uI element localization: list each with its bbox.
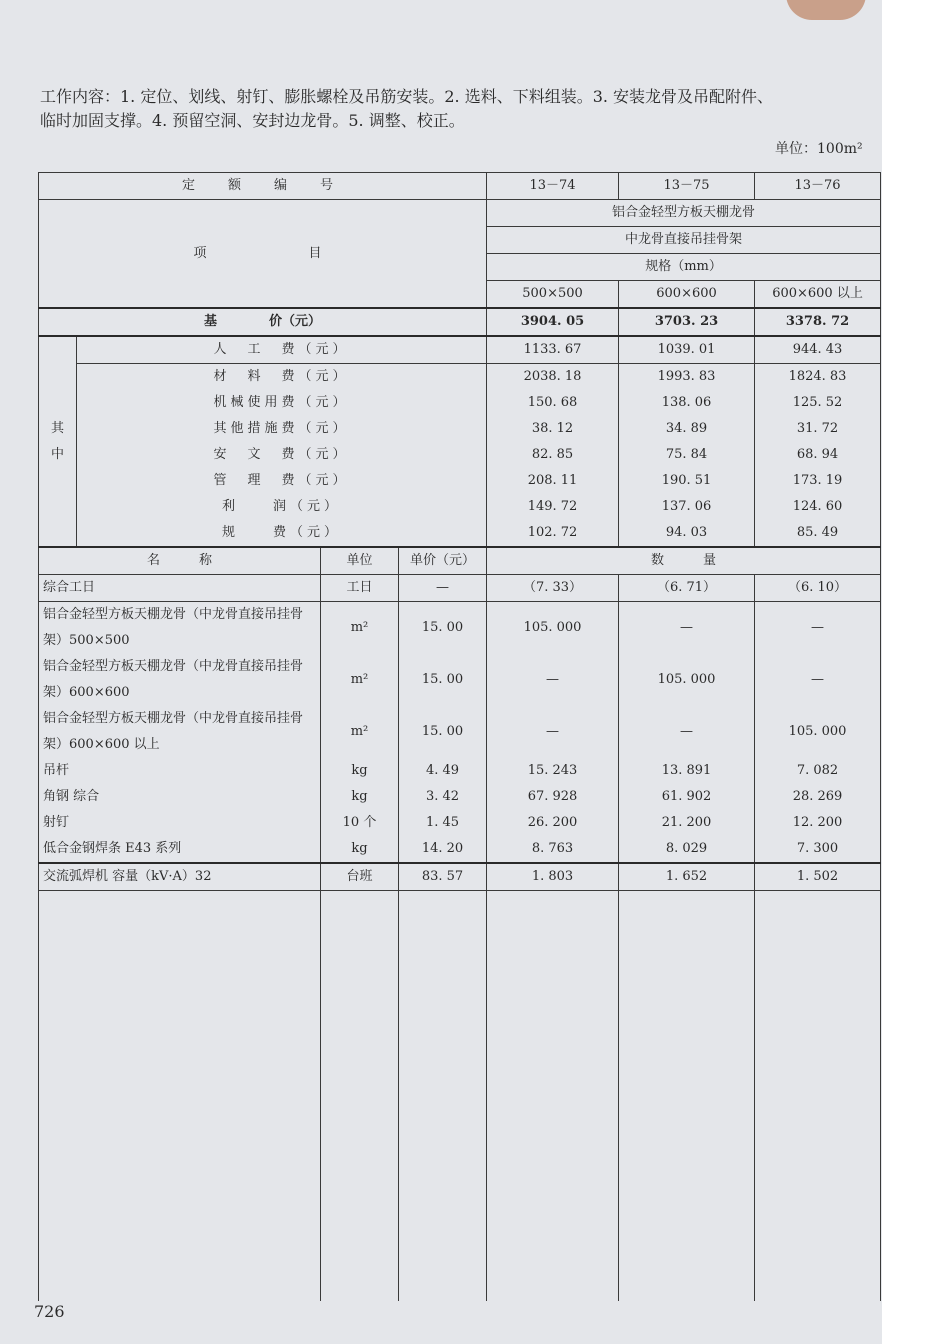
component-value: 38. 12	[487, 416, 619, 442]
resource-name: 角钢 综合	[39, 784, 321, 810]
resource-quantity: —	[755, 602, 881, 655]
resource-price: 83. 57	[399, 863, 487, 891]
component-row	[39, 520, 881, 547]
resource-quantity: —	[487, 654, 619, 706]
resource-quantity: 21. 200	[619, 810, 755, 836]
component-value: 2038. 18	[487, 364, 619, 391]
component-row	[39, 494, 881, 520]
component-value: 102. 72	[487, 520, 619, 547]
item-label: 项 目	[39, 200, 487, 309]
component-value: 190. 51	[619, 468, 755, 494]
resource-quantity: 8. 029	[619, 836, 755, 863]
resource-quantity: 8. 763	[487, 836, 619, 863]
resource-unit: kg	[321, 784, 399, 810]
resource-quantity: 26. 200	[487, 810, 619, 836]
resource-price: 15. 00	[399, 654, 487, 706]
resource-quantity: （7. 33）	[487, 575, 619, 602]
component-value: 149. 72	[487, 494, 619, 520]
component-label: 安 文 费（元）	[77, 442, 487, 468]
base-price-label: 基 价（元）	[39, 308, 487, 336]
component-value: 85. 49	[755, 520, 881, 547]
resource-price: 15. 00	[399, 706, 487, 758]
resource-quantity: 61. 902	[619, 784, 755, 810]
of-which-label	[39, 336, 77, 547]
component-value: 138. 06	[619, 390, 755, 416]
col-header-name: 名 称	[39, 547, 321, 575]
resource-unit: 工日	[321, 575, 399, 602]
quota-number-label: 定 额 编 号	[39, 173, 487, 200]
resource-name: 综合工日	[39, 575, 321, 602]
resource-quantity: 1. 502	[755, 863, 881, 891]
component-row	[39, 468, 881, 494]
resource-unit: kg	[321, 836, 399, 863]
resource-quantity: —	[619, 706, 755, 758]
resource-name: 低合金钢焊条 E43 系列	[39, 836, 321, 863]
component-label: 材 料 费（元）	[77, 364, 487, 391]
resource-row	[39, 575, 881, 602]
component-row	[39, 416, 881, 442]
resource-quantity: 105. 000	[755, 706, 881, 758]
resource-name: 射钉	[39, 810, 321, 836]
resource-quantity: （6. 71）	[619, 575, 755, 602]
empty-cell	[39, 891, 321, 1302]
resource-price: 1. 45	[399, 810, 487, 836]
resource-row	[39, 836, 881, 863]
resource-name: 铝合金轻型方板天棚龙骨（中龙骨直接吊挂骨架）500×500	[39, 602, 321, 655]
component-value: 75. 84	[619, 442, 755, 468]
component-label: 其他措施费（元）	[77, 416, 487, 442]
resource-row	[39, 758, 881, 784]
resource-unit: m²	[321, 706, 399, 758]
empty-cell	[399, 891, 487, 1302]
empty-cell	[321, 891, 399, 1302]
item-header-row-1	[39, 200, 881, 227]
component-row	[39, 442, 881, 468]
col-header-unit: 单位	[321, 547, 399, 575]
component-label: 规 费（元）	[77, 520, 487, 547]
resource-quantity: —	[487, 706, 619, 758]
empty-row	[39, 891, 881, 1302]
resource-quantity: 105. 000	[619, 654, 755, 706]
resource-unit: m²	[321, 654, 399, 706]
col-header-unit-price: 单价（元）	[399, 547, 487, 575]
code-13-75: 13－75	[619, 173, 755, 200]
resource-quantity: 13. 891	[619, 758, 755, 784]
component-label: 机械使用费（元）	[77, 390, 487, 416]
resource-name: 铝合金轻型方板天棚龙骨（中龙骨直接吊挂骨架）600×600	[39, 654, 321, 706]
resource-row	[39, 602, 881, 655]
resource-unit: kg	[321, 758, 399, 784]
component-value: 82. 85	[487, 442, 619, 468]
component-label: 利 润（元）	[77, 494, 487, 520]
finger-shadow	[786, 0, 866, 20]
component-value: 1133. 67	[487, 336, 619, 364]
header-line-2: 中龙骨直接吊挂骨架	[487, 227, 881, 254]
resource-unit: 台班	[321, 863, 399, 891]
quota-table	[38, 172, 881, 1301]
resource-quantity: 12. 200	[755, 810, 881, 836]
component-value: 150. 68	[487, 390, 619, 416]
resource-name: 交流弧焊机 容量（kV·A）32	[39, 863, 321, 891]
resource-unit: 10 个	[321, 810, 399, 836]
resource-quantity: 7. 300	[755, 836, 881, 863]
component-value: 944. 43	[755, 336, 881, 364]
component-value: 94. 03	[619, 520, 755, 547]
component-value: 173. 19	[755, 468, 881, 494]
base-price-13-76: 3378. 72	[755, 308, 881, 336]
base-price-13-74: 3904. 05	[487, 308, 619, 336]
of-which-label-1: 其	[50, 420, 64, 436]
col-header-quantity: 数 量	[487, 547, 881, 575]
header-line-3: 规格（mm）	[487, 254, 881, 281]
resource-row	[39, 810, 881, 836]
resource-quantity: —	[619, 602, 755, 655]
spec-600x600-plus: 600×600 以上	[755, 281, 881, 309]
resource-unit: m²	[321, 602, 399, 655]
component-row	[39, 336, 881, 364]
resource-quantity: 28. 269	[755, 784, 881, 810]
resource-quantity: 1. 652	[619, 863, 755, 891]
work-content-line-1: 工作内容：1. 定位、划线、射钉、膨胀螺栓及吊筋安装。2. 选料、下料组装。3. 安装龙骨及吊配附件、	[40, 87, 774, 106]
empty-cell	[487, 891, 619, 1302]
resource-price: 15. 00	[399, 602, 487, 655]
component-label: 管 理 费（元）	[77, 468, 487, 494]
page-number: 726	[34, 1302, 65, 1321]
resource-name: 吊杆	[39, 758, 321, 784]
resource-row	[39, 863, 881, 891]
empty-cell	[619, 891, 755, 1302]
component-row	[39, 364, 881, 391]
quota-number-row	[39, 173, 881, 200]
resource-price: —	[399, 575, 487, 602]
resource-row	[39, 654, 881, 706]
base-price-13-75: 3703. 23	[619, 308, 755, 336]
work-content-line-2: 临时加固支撑。4. 预留空洞、安封边龙骨。5. 调整、校正。	[40, 111, 465, 130]
component-value: 34. 89	[619, 416, 755, 442]
spec-500x500: 500×500	[487, 281, 619, 309]
component-value: 124. 60	[755, 494, 881, 520]
resource-row	[39, 784, 881, 810]
unit-note: 单位：100m²	[775, 141, 863, 157]
resource-quantity: 15. 243	[487, 758, 619, 784]
component-value: 208. 11	[487, 468, 619, 494]
code-13-76: 13－76	[755, 173, 881, 200]
component-value: 68. 94	[755, 442, 881, 468]
resource-quantity: 1. 803	[487, 863, 619, 891]
resource-quantity: 7. 082	[755, 758, 881, 784]
resource-price: 3. 42	[399, 784, 487, 810]
component-value: 125. 52	[755, 390, 881, 416]
component-value: 1993. 83	[619, 364, 755, 391]
resource-row	[39, 706, 881, 758]
base-price-row	[39, 308, 881, 336]
resource-quantity: （6. 10）	[755, 575, 881, 602]
resource-name: 铝合金轻型方板天棚龙骨（中龙骨直接吊挂骨架）600×600 以上	[39, 706, 321, 758]
header-line-1: 铝合金轻型方板天棚龙骨	[487, 200, 881, 227]
resource-price: 14. 20	[399, 836, 487, 863]
spec-600x600: 600×600	[619, 281, 755, 309]
component-row	[39, 390, 881, 416]
component-value: 137. 06	[619, 494, 755, 520]
resource-quantity: 67. 928	[487, 784, 619, 810]
resource-quantity: —	[755, 654, 881, 706]
code-13-74: 13－74	[487, 173, 619, 200]
resource-quantity: 105. 000	[487, 602, 619, 655]
resource-header-row	[39, 547, 881, 575]
of-which-label-2: 中	[50, 446, 64, 462]
component-value: 1824. 83	[755, 364, 881, 391]
empty-cell	[755, 891, 881, 1302]
resource-price: 4. 49	[399, 758, 487, 784]
component-value: 1039. 01	[619, 336, 755, 364]
component-value: 31. 72	[755, 416, 881, 442]
component-label: 人 工 费（元）	[77, 336, 487, 364]
